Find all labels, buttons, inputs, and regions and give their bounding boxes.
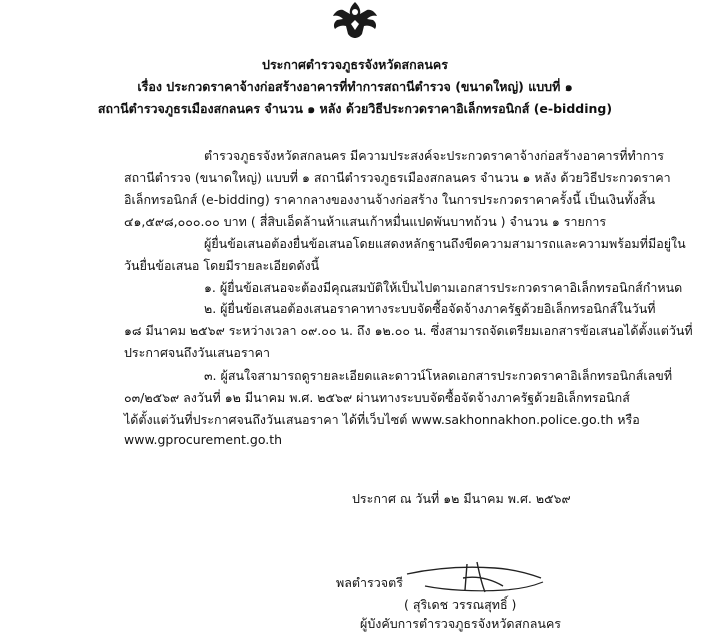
- signer-rank: พลตำรวจตรี: [336, 575, 403, 590]
- list-item: ประกาศจนถึงวันเสนอราคา: [124, 345, 271, 360]
- list-item: ได้ตั้งแต่วันที่ประกาศจนถึงวันเสนอราคา ได้ที่เว็บไซต์ www.sakhonnakhon.police.go.th หรือ: [124, 412, 640, 427]
- list-item: ๒. ผู้ยื่นข้อเสนอต้องเสนอราคาทางระบบจัดซื้อจัดจ้างภาครัฐด้วยอิเล็กทรอนิกส์ในวันที่: [204, 301, 656, 316]
- paragraph-line: ๔๑,๕๙๘,๐๐๐.๐๐ บาท ( สี่สิบเอ็ดล้านห้าแสนเก้าหมื่นแปดพันบาทถ้วน ) จำนวน ๑ รายการ: [124, 214, 607, 229]
- list-item: ๐๓/๒๕๖๙ ลงวันที่ ๑๒ มีนาคม พ.ศ. ๒๕๖๙ ผ่านทางระบบจัดซื้อจัดจ้างภาครัฐด้วยอิเล็กทรอนิกส์: [124, 390, 630, 405]
- announcement-title-line2: เรื่อง ประกวดราคาจ้างก่อสร้างอาคารที่ทำการสถานีตำรวจ (ขนาดใหญ่) แบบที่ ๑: [137, 79, 573, 94]
- paragraph-line: วันยื่นข้อเสนอ โดยมีรายละเอียดดังนี้: [124, 258, 320, 273]
- signature-icon: [405, 560, 545, 598]
- list-item: ๑. ผู้ยื่นข้อเสนอจะต้องมีคุณสมบัติให้เป็นไปตามเอกสารประกวดราคาอิเล็กทรอนิกส์กำหนด: [204, 280, 683, 295]
- paragraph-line: อิเล็กทรอนิกส์ (e-bidding) ราคากลางของงานจ้างก่อสร้าง ในการประกวดราคาครั้งนี้ เป็นเงินทั้งสิ้น: [124, 192, 655, 207]
- list-item: ๑๘ มีนาคม ๒๕๖๙ ระหว่างเวลา ๐๙.๐๐ น. ถึง ๑๒.๐๐ น. ซึ่งสามารถจัดเตรียมเอกสารข้อเสนอได้ตั้งแต่วันที่: [124, 323, 693, 338]
- paragraph-line: ตำรวจภูธรจังหวัดสกลนคร มีความประสงค์จะประกวดราคาจ้างก่อสร้างอาคารที่ทำการ: [204, 148, 664, 163]
- announcement-date: ประกาศ ณ วันที่ ๑๒ มีนาคม พ.ศ. ๒๕๖๙: [352, 491, 571, 506]
- garuda-emblem: [329, 0, 381, 40]
- signer-position: ผู้บังคับการตำรวจภูธรจังหวัดสกลนคร: [360, 616, 562, 631]
- announcement-title-line1: ประกาศตำรวจภูธรจังหวัดสกลนคร: [262, 57, 448, 72]
- paragraph-line: ผู้ยื่นข้อเสนอต้องยื่นข้อเสนอโดยแสดงหลักฐานถึงขีดความสามารถและความพร้อมที่มีอยู่ใน: [204, 236, 686, 251]
- announcement-title-line3: สถานีตำรวจภูธรเมืองสกลนคร จำนวน ๑ หลัง ด้วยวิธีประกวดราคาอิเล็กทรอนิกส์ (e-bidding): [97, 101, 613, 116]
- paragraph-line: สถานีตำรวจ (ขนาดใหญ่) แบบที่ ๑ สถานีตำรวจภูธรเมืองสกลนคร จำนวน ๑ หลัง ด้วยวิธีประกวดราคา: [124, 170, 671, 185]
- signer-name: ( สุริเดช วรรณสุทธิ์ ): [404, 597, 517, 612]
- list-item: ๓. ผู้สนใจสามารถดูรายละเอียดและดาวน์โหลดเอกสารประกวดราคาอิเล็กทรอนิกส์เลขที่: [204, 368, 673, 383]
- website-link[interactable]: www.gprocurement.go.th: [124, 432, 283, 447]
